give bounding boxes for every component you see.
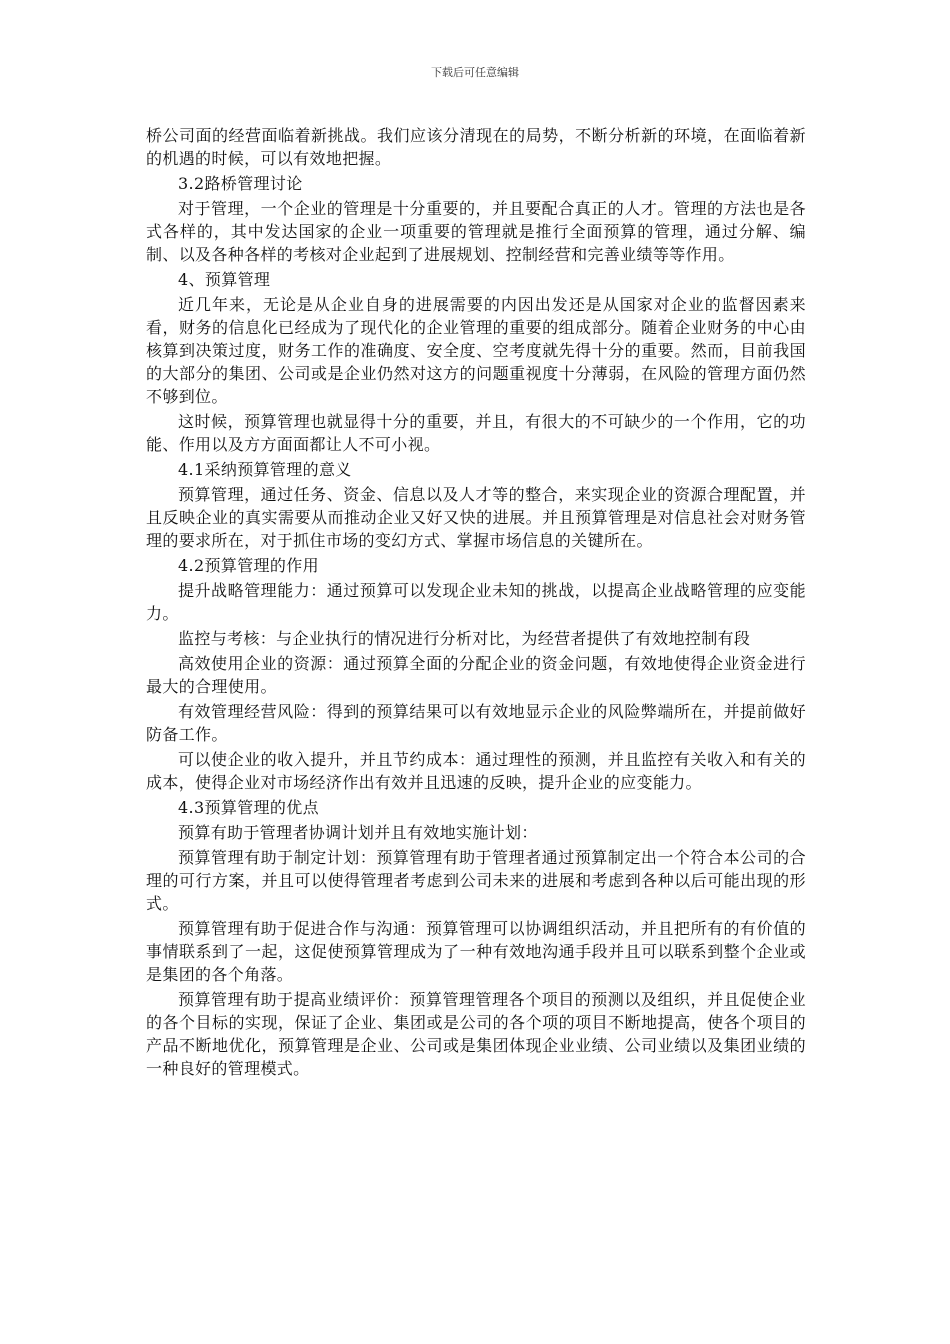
paragraph: 预算有助于管理者协调计划并且有效地实施计划： bbox=[178, 823, 538, 842]
page-header: 下载后可任意编辑 bbox=[431, 66, 519, 79]
paragraph: 提升战略管理能力：通过预算可以发现企业未知的挑战，以提高企业战略管理的应变能力。 bbox=[146, 581, 806, 623]
section-heading: 4.3预算管理的优点 bbox=[178, 798, 319, 817]
paragraph: 预算管理有助于提高业绩评价：预算管理管理各个项目的预测以及组织，并且促使企业的各个目标的实现，保证了企业、集团或是公司的各个项的项目不断地提高，使各个项目的产品不断地优化，预算管理是企业、公司或是集团体现企业业绩、公司业绩以及集团业绩的一种良好的管理模式。 bbox=[146, 990, 806, 1078]
paragraph: 桥公司面的经营面临着新挑战。我们应该分清现在的局势，不断分析新的环境，在面临着新的机遇的时候，可以有效地把握。 bbox=[146, 126, 806, 168]
paragraph: 预算管理有助于制定计划：预算管理有助于管理者通过预算制定出一个符合本公司的合理的可行方案，并且可以使得管理者考虑到公司未来的进展和考虑到各种以后可能出现的形式。 bbox=[146, 848, 806, 913]
paragraph: 有效管理经营风险：得到的预算结果可以有效地显示企业的风险弊端所在，并提前做好防备工作。 bbox=[146, 702, 806, 744]
paragraph: 监控与考核：与企业执行的情况进行分析对比，为经营者提供了有效地控制有段 bbox=[178, 629, 751, 648]
paragraph: 预算管理有助于促进合作与沟通：预算管理可以协调组织活动，并且把所有的有价值的事情联系到了一起，这促使预算管理成为了一种有效地沟通手段并且可以联系到整个企业或是集团的各个角落。 bbox=[146, 919, 806, 984]
paragraph: 预算管理，通过任务、资金、信息以及人才等的整合，来实现企业的资源合理配置，并且反映企业的真实需要从而推动企业又好又快的进展。并且预算管理是对信息社会对财务管理的要求所在，对于抓住市场的变幻方式、掌握市场信息的关键所在。 bbox=[146, 485, 806, 550]
section-heading: 4、预算管理 bbox=[178, 270, 271, 289]
section-heading: 4.1采纳预算管理的意义 bbox=[178, 460, 352, 479]
section-heading: 3.2路桥管理讨论 bbox=[178, 174, 303, 193]
paragraph: 可以使企业的收入提升，并且节约成本：通过理性的预测，并且监控有关收入和有关的成本，使得企业对市场经济作出有效并且迅速的反映，提升企业的应变能力。 bbox=[146, 750, 806, 792]
paragraph: 近几年来，无论是从企业自身的进展需要的内因出发还是从国家对企业的监督因素来看，财务的信息化已经成为了现代化的企业管理的重要的组成部分。随着企业财务的中心由核算到决策过度，财务工作的准确度、安全度、空考度就先得十分的重要。然而，目前我国的大部分的集团、公司或是企业仍然对这方的问题重视度十分薄弱，在风险的管理方面仍然不够到位。 bbox=[146, 295, 806, 406]
paragraph: 高效使用企业的资源：通过预算全面的分配企业的资金问题，有效地使得企业资金进行最大的合理使用。 bbox=[146, 654, 806, 696]
section-heading: 4.2预算管理的作用 bbox=[178, 556, 319, 575]
document-body bbox=[146, 124, 806, 1082]
paragraph: 这时候，预算管理也就显得十分的重要，并且，有很大的不可缺少的一个作用，它的功能、作用以及方方面面都让人不可小视。 bbox=[146, 412, 806, 454]
paragraph: 对于管理，一个企业的管理是十分重要的，并且要配合真正的人才。管理的方法也是各式各样的，其中发达国家的企业一项重要的管理就是推行全面预算的管理，通过分解、编制、以及各种各样的考核对企业起到了进展规划、控制经营和完善业绩等等作用。 bbox=[146, 199, 806, 264]
